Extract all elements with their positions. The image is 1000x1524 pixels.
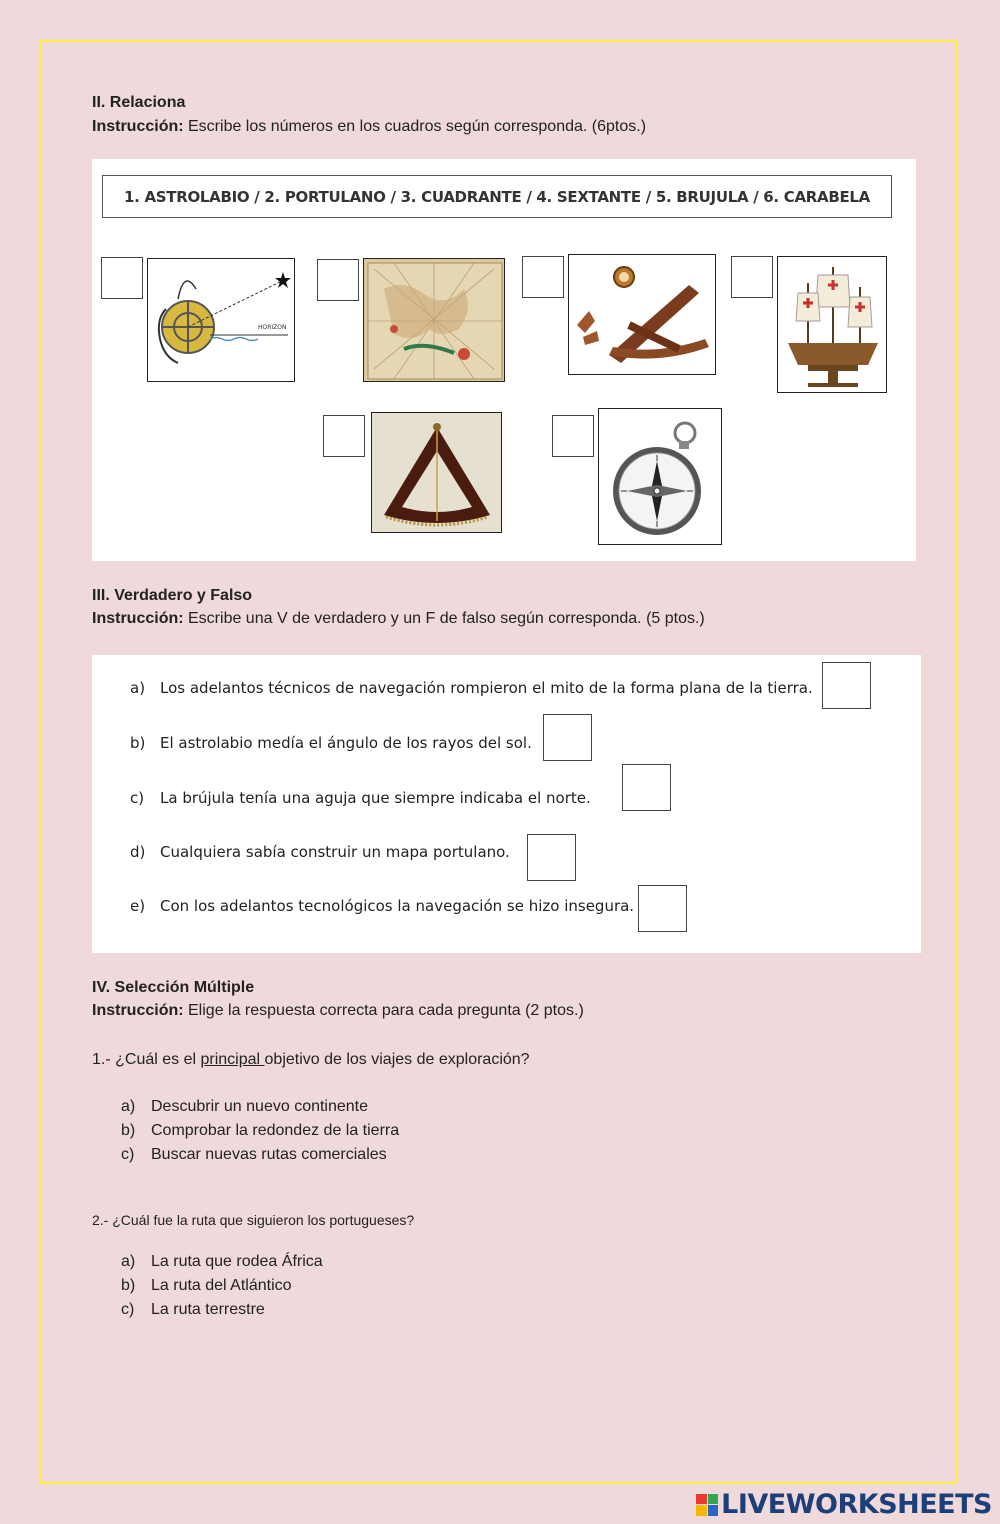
q1-option-b[interactable]: b) Comprobar la redondez de la tierra [121,1122,400,1139]
section-2-instruction [92,118,646,136]
sextant-image [568,254,716,375]
true-false-panel [92,655,921,953]
liveworksheets-logo [696,1489,992,1520]
logo-text: LIVEWORKSHEETS [721,1489,992,1520]
tf-answer-box-a[interactable] [822,662,871,709]
tf-item-b: b) El astrolabio medía el ángulo de los rayos del sol. [130,734,532,752]
question-1: 1.- ¿Cuál es el principal objetivo de los viajes de exploración? [92,1051,530,1068]
astrolabe-image [147,258,295,382]
answer-box-2[interactable] [317,259,359,301]
q2-option-c[interactable]: c) La ruta terrestre [121,1301,265,1318]
caravel-image [777,256,887,393]
instruction-text: Escribe los números en los cuadros según corresponda. (6ptos.) [183,118,647,135]
instruction-text: Elige la respuesta correcta para cada pregunta (2 ptos.) [183,1002,584,1019]
section-3-title: III. Verdadero y Falso [92,587,253,604]
instruction-text: Escribe una V de verdadero y un F de falso según corresponda. (5 ptos.) [183,610,705,627]
matching-panel [92,159,916,561]
section-2-title: II. Relaciona [92,94,186,111]
section-4-title: IV. Selección Múltiple [92,979,255,996]
section-3-instruction [92,610,705,628]
question-2: 2.- ¿Cuál fue la ruta que siguieron los portugueses? [92,1212,415,1228]
q1-option-a[interactable]: a) Descubrir un nuevo continente [121,1098,369,1115]
quadrant-image [371,412,502,533]
compass-image [598,408,722,545]
q2-option-b[interactable]: b) La ruta del Atlántico [121,1277,292,1294]
tf-answer-box-b[interactable] [543,714,592,761]
answer-box-5[interactable] [323,415,365,457]
q2-option-a[interactable]: a) La ruta que rodea África [121,1253,323,1270]
horizon-label: HORIZON [258,324,287,331]
instruction-label: Instrucción: [92,610,184,627]
tf-item-c: c) La brújula tenía una aguja que siempre indicaba el norte. [130,789,591,807]
tf-item-e: e) Con los adelantos tecnológicos la navegación se hizo insegura. [130,897,635,915]
answer-box-3[interactable] [522,256,564,298]
tf-item-a: a) Los adelantos técnicos de navegación rompieron el mito de la forma plana de la tierra. [130,679,813,697]
instruction-label: Instrucción: [92,1002,184,1019]
q1-option-c[interactable]: c) Buscar nuevas rutas comerciales [121,1146,387,1163]
portulan-map-image [363,258,505,382]
tf-answer-box-c[interactable] [622,764,671,811]
instruction-label: Instrucción: [92,118,184,135]
tf-answer-box-e[interactable] [638,885,687,932]
section-4-instruction [92,1002,584,1020]
tf-item-d: d) Cualquiera sabía construir un mapa portulano. [130,843,510,861]
answer-box-4[interactable] [731,256,773,298]
answer-box-6[interactable] [552,415,594,457]
logo-mark-icon [696,1494,718,1516]
answer-box-1[interactable] [101,257,143,299]
tf-answer-box-d[interactable] [527,834,576,881]
word-bank: 1. ASTROLABIO / 2. PORTULANO / 3. CUADRANTE / 4. SEXTANTE / 5. BRUJULA / 6. CARABELA [102,175,892,218]
